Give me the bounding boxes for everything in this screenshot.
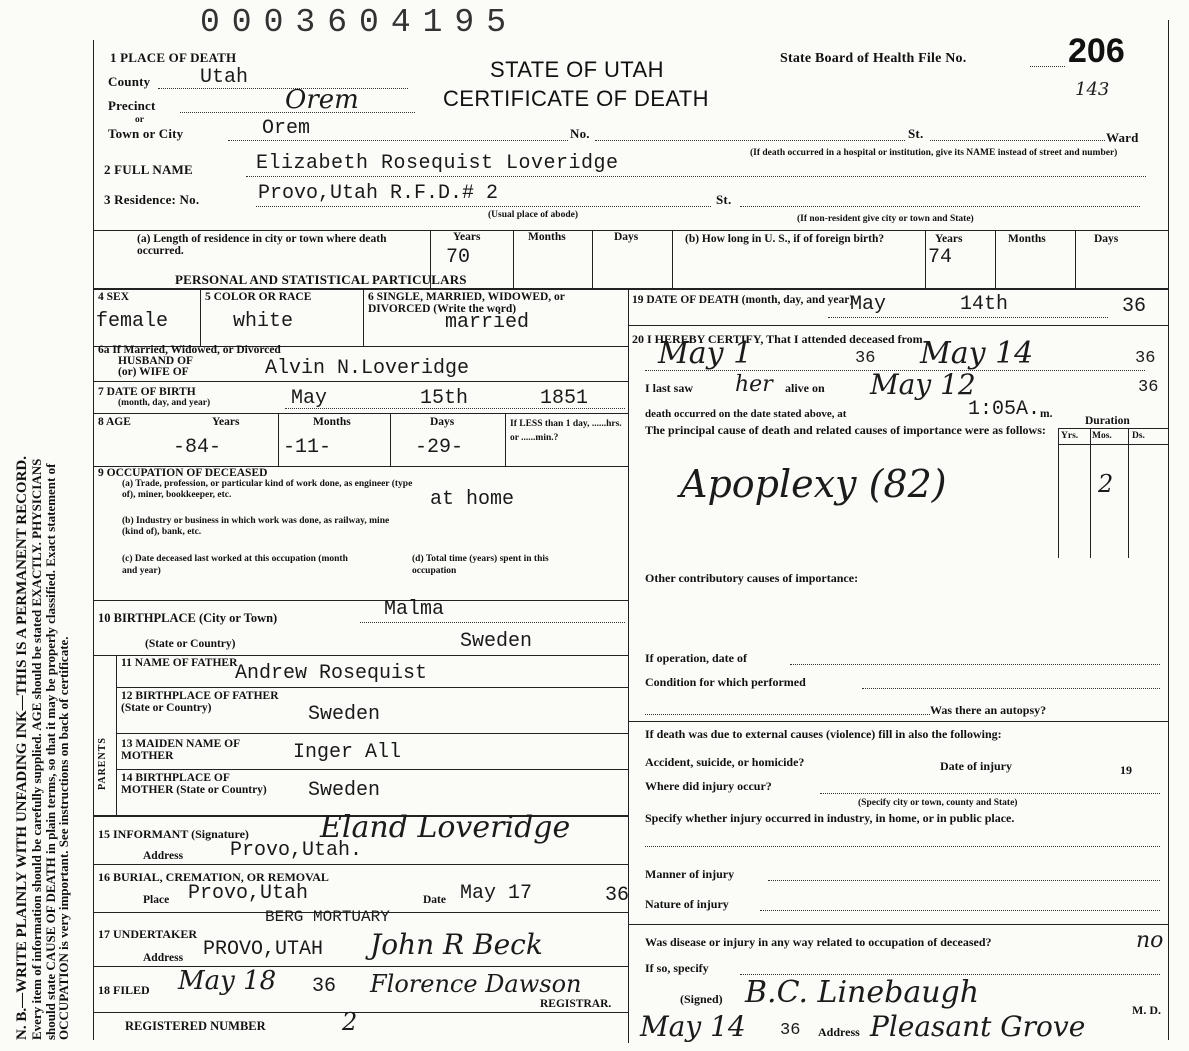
row-line-413 — [93, 413, 628, 414]
row-line-1012 — [93, 1012, 628, 1013]
row-line-912 — [93, 912, 628, 913]
informant-signature: Eland Loveridge — [320, 810, 571, 845]
state-country-label: (State or Country) — [145, 638, 236, 650]
length-a-label: (a) Length of residence in city or town where death occurred. — [137, 233, 387, 257]
len-a-col2 — [592, 230, 593, 288]
side-instructions-line4: OCCUPATION is very important. See instructions on back of certificate. — [56, 636, 71, 1040]
personal-heading: PERSONAL AND STATISTICAL PARTICULARS — [175, 272, 467, 287]
external-label: If death was due to external causes (violence) fill in also the following: — [645, 727, 1002, 741]
no-dots — [595, 140, 905, 141]
len-a-months-head: Months — [528, 231, 566, 243]
town-value: Orem — [262, 117, 311, 140]
marital-label: 6 SINGLE, MARRIED, WIDOWED, or DIVORCED (Write the word) — [368, 291, 565, 315]
injury-date-label: Date of injury — [940, 759, 1012, 773]
filed-year: 36 — [312, 975, 337, 998]
row-line-924 — [628, 924, 1168, 925]
dob-sub: (month, day, and year) — [118, 398, 211, 408]
reg-number-label: REGISTERED NUMBER — [125, 1019, 266, 1033]
hospital-note: (If death occurred in a hospital or institution, give its NAME instead of street and number) — [750, 148, 1118, 158]
age-months-head: Months — [313, 416, 351, 428]
dob-day: 15th — [420, 387, 469, 410]
undertaker-signature: John R Beck — [370, 928, 543, 961]
file-number: 206 — [1068, 32, 1125, 70]
signed-year: 36 — [780, 1021, 801, 1040]
death-day: 14th — [960, 293, 1009, 316]
row-line-687 — [116, 687, 628, 688]
occupation-value: at home — [430, 488, 515, 511]
side-instructions-line2: Every item of information should be carefully supplied. AGE should be stated EXACTLY. PHYSICIANS — [29, 458, 44, 1040]
occ-related-label: Was disease or injury in any way related to occupation of deceased? — [645, 935, 992, 949]
death-date-dots — [828, 317, 1108, 318]
duration-label: Duration — [1085, 415, 1130, 427]
undertaker-address: PROVO,UTAH — [203, 938, 324, 961]
burial-place-label: Place — [143, 894, 170, 906]
dob-label: 7 DATE OF BIRTH — [98, 386, 196, 398]
mother-birthplace-label: 14 BIRTHPLACE OF MOTHER (State or Country) — [121, 772, 267, 796]
death-time-label: death occurred on the date stated above, at — [645, 408, 847, 420]
informant-label: 15 INFORMANT (Signature) — [98, 827, 249, 841]
town-label: Town or City — [108, 126, 184, 141]
st-dots — [930, 140, 1105, 141]
residence-st-dots — [740, 206, 1140, 207]
occupation-a-label: (a) Trade, profession, or particular kind of work done, as engineer (type of), miner, bookkeeper, etc. — [122, 479, 413, 500]
len-a-days-head: Days — [614, 231, 639, 243]
duration-col-0 — [1058, 428, 1059, 558]
len-b-col0 — [925, 230, 926, 288]
if-so-label: If so, specify — [645, 961, 709, 975]
if-less-label: If LESS than 1 day, ......hrs. or ......min.? — [510, 419, 622, 443]
occupation-d-label: (d) Total time (years) spent in this occupation — [412, 554, 549, 576]
age-days-head: Days — [430, 416, 455, 428]
nature-label: Nature of injury — [645, 897, 729, 911]
mortuary: BERG MORTUARY — [265, 908, 390, 926]
last-saw-date: May 12 — [870, 368, 976, 401]
county-dots — [158, 88, 408, 89]
dob-month: May — [291, 387, 328, 410]
duration-head-line — [1058, 444, 1168, 445]
file-extra: 143 — [1075, 79, 1110, 100]
informant-address-label: Address — [143, 850, 184, 862]
industry-dots — [645, 846, 1160, 847]
physician-address: Pleasant Grove — [870, 1010, 1086, 1043]
autopsy-label: Was there an autopsy? — [930, 703, 1047, 717]
precinct-value: Orem — [285, 85, 359, 115]
death-year: 36 — [1122, 295, 1147, 318]
filed-date: May 18 — [178, 966, 277, 996]
physician-signature: B.C. Linebaugh — [745, 975, 980, 1010]
nonres-note: (If non-resident give city or town and State) — [797, 214, 974, 224]
age-divider-0 — [278, 413, 279, 466]
birthplace-city: Malma — [384, 598, 445, 621]
place-of-death-heading: 1 PLACE OF DEATH — [110, 50, 237, 65]
side-instructions-line1: N. B.—WRITE PLAINLY WITH UNFADING INK—THIS IS A PERMANENT RECORD. — [14, 456, 30, 1040]
parents-side-divider — [116, 655, 117, 815]
death-month: May — [850, 293, 887, 316]
operation-dots — [790, 664, 1160, 665]
len-b-months-head: Months — [1008, 233, 1046, 245]
mother-birthplace-value: Sweden — [308, 779, 381, 802]
autopsy-dots — [645, 714, 930, 715]
len-b-col1 — [995, 230, 996, 288]
age-months: -11- — [283, 436, 332, 459]
undertaker-address-label: Address — [143, 952, 184, 964]
or-label: or — [135, 115, 144, 125]
father-label: 11 NAME OF FATHER — [121, 657, 238, 669]
duration-top-line — [1058, 428, 1168, 429]
file-label: State Board of Health File No. — [780, 51, 967, 66]
filed-label: 18 FILED — [98, 983, 150, 997]
signed-label: (Signed) — [680, 992, 723, 1006]
spouse-value: Alvin N.Loveridge — [265, 357, 470, 380]
dob-year: 1851 — [540, 387, 589, 410]
side-instructions — [14, 20, 71, 1040]
occ-related-value: no — [1136, 928, 1164, 953]
dob-dots — [285, 408, 625, 409]
row-line-721 — [628, 721, 1168, 722]
mother-label: 13 MAIDEN NAME OF MOTHER — [121, 738, 240, 762]
no-label: No. — [570, 126, 590, 141]
len-b-years-head: Years — [935, 233, 963, 245]
condition-dots — [862, 688, 1160, 689]
row-divider-b — [93, 288, 1168, 290]
full-name-value: Elizabeth Rosequist Loveridge — [256, 152, 619, 175]
specify-industry-label: Specify whether injury occurred in industry, in home, or in public place. — [645, 811, 1015, 825]
serial-number: 0003604195 — [200, 4, 519, 41]
registrar-signature: Florence Dawson — [370, 970, 582, 998]
sex-value: female — [96, 310, 169, 333]
last-saw-label: I last saw — [645, 381, 694, 395]
state-title: STATE OF UTAH — [490, 57, 664, 82]
len-a-col1 — [513, 230, 514, 288]
birthplace-country: Sweden — [460, 630, 533, 653]
row-line-769 — [116, 769, 628, 770]
injury-year-prefix: 19 — [1120, 763, 1132, 777]
sex-race-divider — [200, 288, 201, 346]
len-a-years-head: Years — [453, 231, 481, 243]
burial-place: Provo,Utah — [188, 882, 309, 905]
where-injury-label: Where did injury occur? — [645, 779, 772, 793]
certificate-title: CERTIFICATE OF DEATH — [443, 86, 709, 111]
informant-address: Provo,Utah. — [230, 839, 363, 862]
left-border — [93, 40, 94, 1040]
attended-to-year: 36 — [1135, 349, 1156, 368]
birthplace-label: 10 BIRTHPLACE (City or Town) — [98, 611, 278, 625]
last-saw-pronoun: her — [735, 372, 773, 397]
occupation-c-label: (c) Date deceased last worked at this occupation (month and year) — [122, 554, 348, 576]
age-divider-2 — [505, 413, 506, 466]
occupation-b-label: (b) Industry or business in which work was done, as railway, mine (kind of), bank, etc. — [122, 516, 390, 537]
county-label: County — [108, 74, 151, 89]
ward-label: Ward — [1106, 130, 1139, 145]
age-years: -84- — [173, 436, 222, 459]
certify-label: 20 I HEREBY CERTIFY, That I attended deceased from — [632, 332, 923, 346]
reg-number: 2 — [342, 1008, 358, 1036]
age-divider-1 — [390, 413, 391, 466]
where-injury-dots — [820, 793, 1160, 794]
duration-mos-value: 2 — [1098, 470, 1114, 498]
residence-dots — [256, 206, 711, 207]
duration-mos: Mos. — [1092, 431, 1112, 441]
operation-label: If operation, date of — [645, 651, 747, 665]
residence-label: 3 Residence: No. — [104, 192, 200, 207]
age-label: 8 AGE — [98, 416, 131, 428]
manner-dots — [768, 880, 1160, 881]
spouse-label-1: 6a If Married, Widowed, or Divorced — [98, 344, 281, 356]
row-line-325 — [628, 325, 1168, 326]
length-b-label: (b) How long in U. S., if of foreign birth? — [685, 233, 885, 245]
precinct-dots — [180, 112, 415, 113]
len-b-col2 — [1075, 230, 1076, 288]
full-name-dots — [246, 176, 1146, 177]
residence-st-label: St. — [716, 192, 732, 207]
row-line-966 — [93, 966, 628, 967]
accident-label: Accident, suicide, or homicide? — [645, 755, 805, 769]
cause-label: The principal cause of death and related causes of importance were as follows: — [645, 423, 1046, 437]
physician-address-label: Address — [818, 1025, 860, 1039]
death-date-label: 19 DATE OF DEATH (month, day, and year) — [632, 294, 854, 306]
father-birthplace-value: Sweden — [308, 703, 381, 726]
cause-value: Apoplexy (82) — [680, 462, 947, 506]
sex-label: 4 SEX — [98, 291, 129, 303]
town-dots — [228, 140, 568, 141]
death-time-m: m. — [1040, 408, 1053, 420]
age-years-head: Years — [212, 416, 240, 428]
right-border — [1168, 20, 1169, 1040]
spouse-label-3: (or) WIFE OF — [118, 366, 189, 378]
md-label: M. D. — [1132, 1003, 1161, 1017]
full-name-label: 2 FULL NAME — [104, 162, 193, 177]
county-value: Utah — [200, 66, 249, 89]
race-marital-divider — [363, 288, 364, 346]
last-saw-year: 36 — [1138, 378, 1159, 397]
age-days: -29- — [415, 436, 464, 459]
race-value: white — [233, 310, 294, 333]
parents-side-label: PARENTS — [97, 737, 108, 790]
undertaker-label: 17 UNDERTAKER — [98, 927, 198, 941]
duration-col-1 — [1090, 428, 1091, 558]
father-birthplace-label: 12 BIRTHPLACE OF FATHER (State or Country) — [121, 690, 279, 714]
marital-value: married — [445, 311, 530, 334]
len-a-col3 — [672, 230, 673, 288]
precinct-label: Precinct — [108, 98, 156, 113]
birthplace-dots — [360, 622, 625, 623]
row-line-655 — [93, 655, 628, 656]
len-b-years-value: 74 — [928, 246, 953, 269]
signed-date: May 14 — [640, 1010, 746, 1043]
registrar-label: REGISTRAR. — [540, 998, 612, 1010]
residence-value: Provo,Utah R.F.D.# 2 — [258, 182, 499, 205]
burial-year: 36 — [605, 884, 630, 907]
attended-to-date: May 14 — [920, 336, 1034, 371]
row-line-600 — [93, 600, 628, 601]
attended-from-year: 36 — [855, 349, 876, 368]
row-line-733 — [116, 733, 628, 734]
row-line-381 — [93, 381, 628, 382]
alive-on-label: alive on — [785, 381, 825, 395]
duration-ds: Ds. — [1132, 431, 1145, 441]
spouse-label-2: HUSBAND OF — [118, 355, 194, 367]
duration-col-2 — [1128, 428, 1129, 558]
condition-label: Condition for which performed — [645, 675, 806, 689]
side-instructions-line3: should state CAUSE OF DEATH in plain terms, so that it may be properly classified. Exact statement of — [42, 463, 58, 1040]
death-time: 1:05A. — [968, 398, 1041, 421]
nature-dots — [760, 910, 1160, 911]
burial-label: 16 BURIAL, CREMATION, OR REMOVAL — [98, 870, 329, 884]
row-line-864 — [93, 864, 628, 865]
len-a-years-value: 70 — [446, 246, 471, 269]
duration-yrs: Yrs. — [1061, 431, 1079, 441]
other-causes-label: Other contributory causes of importance: — [645, 571, 859, 585]
burial-date: May 17 — [460, 882, 533, 905]
occupation-label: 9 OCCUPATION OF DECEASED — [98, 467, 268, 479]
attended-from-date: May 1 — [658, 336, 753, 371]
mother-value: Inger All — [293, 741, 402, 764]
len-b-days-head: Days — [1094, 233, 1119, 245]
father-value: Andrew Rosequist — [235, 662, 428, 685]
usual-note: (Usual place of abode) — [488, 210, 578, 220]
burial-date-label: Date — [423, 894, 446, 906]
file-dots — [1030, 66, 1065, 67]
center-divider — [628, 288, 629, 1043]
specify-city-note: (Specify city or town, county and State) — [858, 798, 1018, 808]
manner-label: Manner of injury — [645, 867, 735, 881]
st-label: St. — [908, 126, 924, 141]
race-label: 5 COLOR OR RACE — [205, 291, 312, 303]
